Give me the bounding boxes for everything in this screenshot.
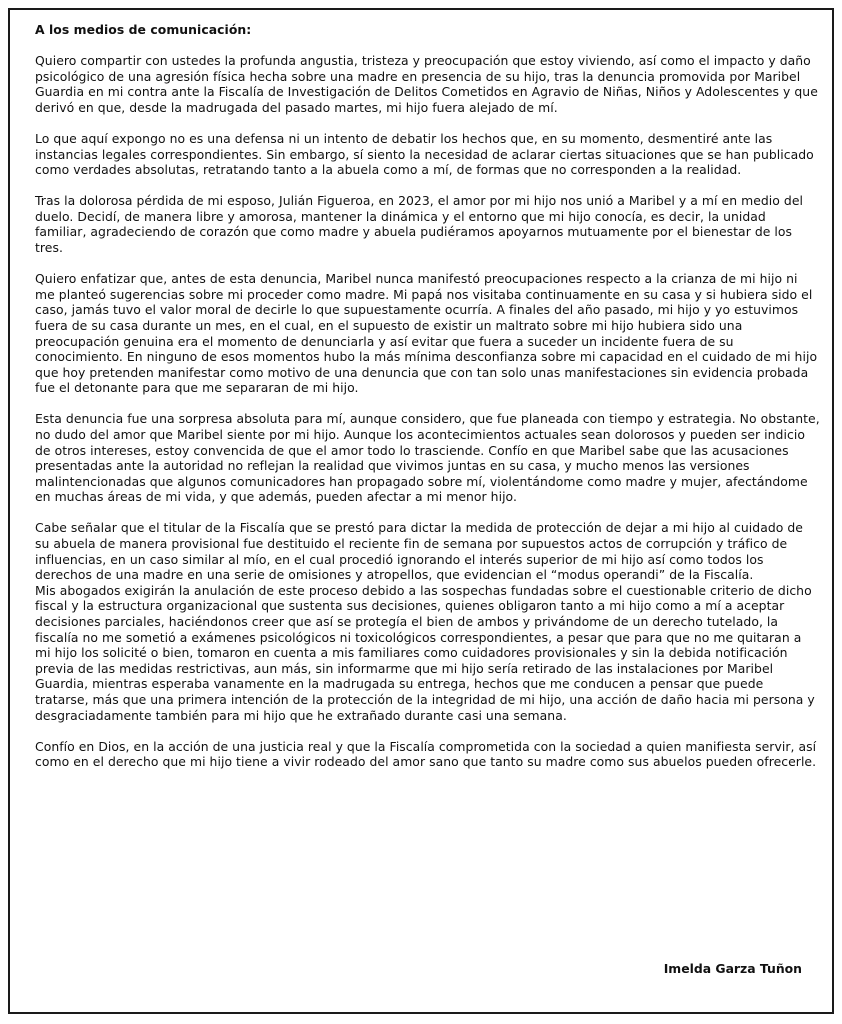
paragraph-1: Quiero compartir con ustedes la profunda angustia, tristeza y preocupación que estoy viviendo, así como el impacto y daño psicológico de una agresión física hecha sobre una madre en presencia de su hijo, tras la denuncia promovida por Maribel Guardia en mi contra ante la Fiscalía de Investigación de Delitos Cometidos en Agravio de Niñas, Niños y Adolescentes y que derivó en que, desde la madrugada del pasado martes, mi hijo fuera alejado de mí. — [35, 53, 818, 115]
paragraph-4: Quiero enfatizar que, antes de esta denuncia, Maribel nunca manifestó preocupaciones respecto a la crianza de mi hijo ni me planteó sugerencias sobre mi proceder como madre. Mi papá nos visitaba continuamente en su casa y si hubiera sido el caso, jamás tuvo el valor moral de decirle lo que supuestamente ocurría. A finales del año pasado, mi hijo y yo estuvimos fuera de su casa durante un mes, en el cual, en el supuesto de existir un maltrato sobre mi hijo hubiera sido una preocupación genuina era el momento de denunciarla y así evitar que fuera a suceder un incidente fuera de su conocimiento. En ninguno de esos momentos hubo la más mínima desconfianza sobre mi capacidad en el cuidado de mi hijo que hoy pretenden manifestar como motivo de una denuncia que con tan solo unas manifestaciones sin evidencia probada fue el detonante para que me separaran de mi hijo. — [35, 271, 818, 396]
paragraph-6: Cabe señalar que el titular de la Fiscalía que se prestó para dictar la medida de protección de dejar a mi hijo al cuidado de su abuela de manera provisional fue destituido el reciente fin de semana por supuestos actos de corrupción y tráfico de influencias, en un caso similar al mío, en el cual procedió ignorando el interés superior de mi hijo así como todos los derechos de una madre en una serie de omisiones y atropellos, que evidencian el “modus operandi” de la Fiscalía. — [35, 520, 803, 583]
paragraph-3: Tras la dolorosa pérdida de mi esposo, Julián Figueroa, en 2023, el amor por mi hijo nos unió a Maribel y a mí en medio del duelo. Decidí, de manera libre y amorosa, mantener la dinámica y el entorno que mi hijo conocía, es decir, la unidad familiar, agradeciendo de corazón que como madre y abuela pudiéramos apoyarnos mutuamente por el bienestar de los tres. — [35, 193, 803, 256]
letter-signature: Imelda Garza Tuñon — [663, 961, 802, 976]
paragraph-8: Confío en Dios, en la acción de una justicia real y que la Fiscalía comprometida con la sociedad a quien manifiesta servir, así como en el derecho que mi hijo tiene a vivir rodeado del amor sano que tanto su madre como sus abuelos pueden ofrecerle. — [35, 738, 817, 770]
paragraph-2: Lo que aquí expongo no es una defensa ni un intento de debatir los hechos que, en su momento, desmentiré ante las instancias legales correspondientes. Sin embargo, sí siento la necesidad de aclarar ciertas situaciones que se han publicado como verdades absolutas, retratando tanto a la abuela como a mí, de formas que no corresponden a la realidad. — [35, 130, 814, 178]
letter-frame — [8, 8, 834, 1014]
letter-body — [35, 22, 820, 785]
paragraph-7: Mis abogados exigirán la anulación de este proceso debido a las sospechas fundadas sobre el cuestionable criterio de dicho fiscal y la estructura organizacional que sustenta sus decisiones, quienes obligaron tanto a mi hijo como a mí a aceptar decisiones parciales, haciéndonos creer que así se protegía el bien de ambos y privándome de un derecho tutelado, la fiscalía no me sometió a exámenes psicológicos ni toxicológicos correspondientes, a pesar que para que no me quitaran a mi hijo los solicité o bien, tomaron en cuenta a mis familiares como cuidadores provisionales y sin la debida notificación previa de las medidas restrictivas, aun más, sin informarme que mi hijo sería retirado de las instalaciones por Maribel Guardia, mientras esperaba vanamente en la madrugada su entrega, hechos que me conducen a pensar que puede tratarse, más que una primera intención de la protección de la integridad de mi hijo, una acción de daño hacia mi persona y desgraciadamente también para mi hijo que he extrañado durante casi una semana. — [35, 582, 815, 723]
paragraph-5: Esta denuncia fue una sorpresa absoluta para mí, aunque considero, que fue planeada con tiempo y estrategia. No obstante, no dudo del amor que Maribel siente por mi hijo. Aunque los acontecimientos actuales sean dolorosos y pueden ser indicio de otros intereses, estoy convencida de que el amor todo lo trasciende. Confío en que Maribel sabe que las acusaciones presentadas ante la autoridad no reflejan la realidad que vivimos juntas en su casa, y mucho menos las versiones malintencionadas que algunos comunicadores han propagado sobre mí, violentándome como madre y mujer, afectándome en muchas áreas de mi vida, y que además, pueden afectar a mi menor hijo. — [35, 411, 820, 505]
letter-greeting: A los medios de comunicación: — [35, 22, 252, 37]
